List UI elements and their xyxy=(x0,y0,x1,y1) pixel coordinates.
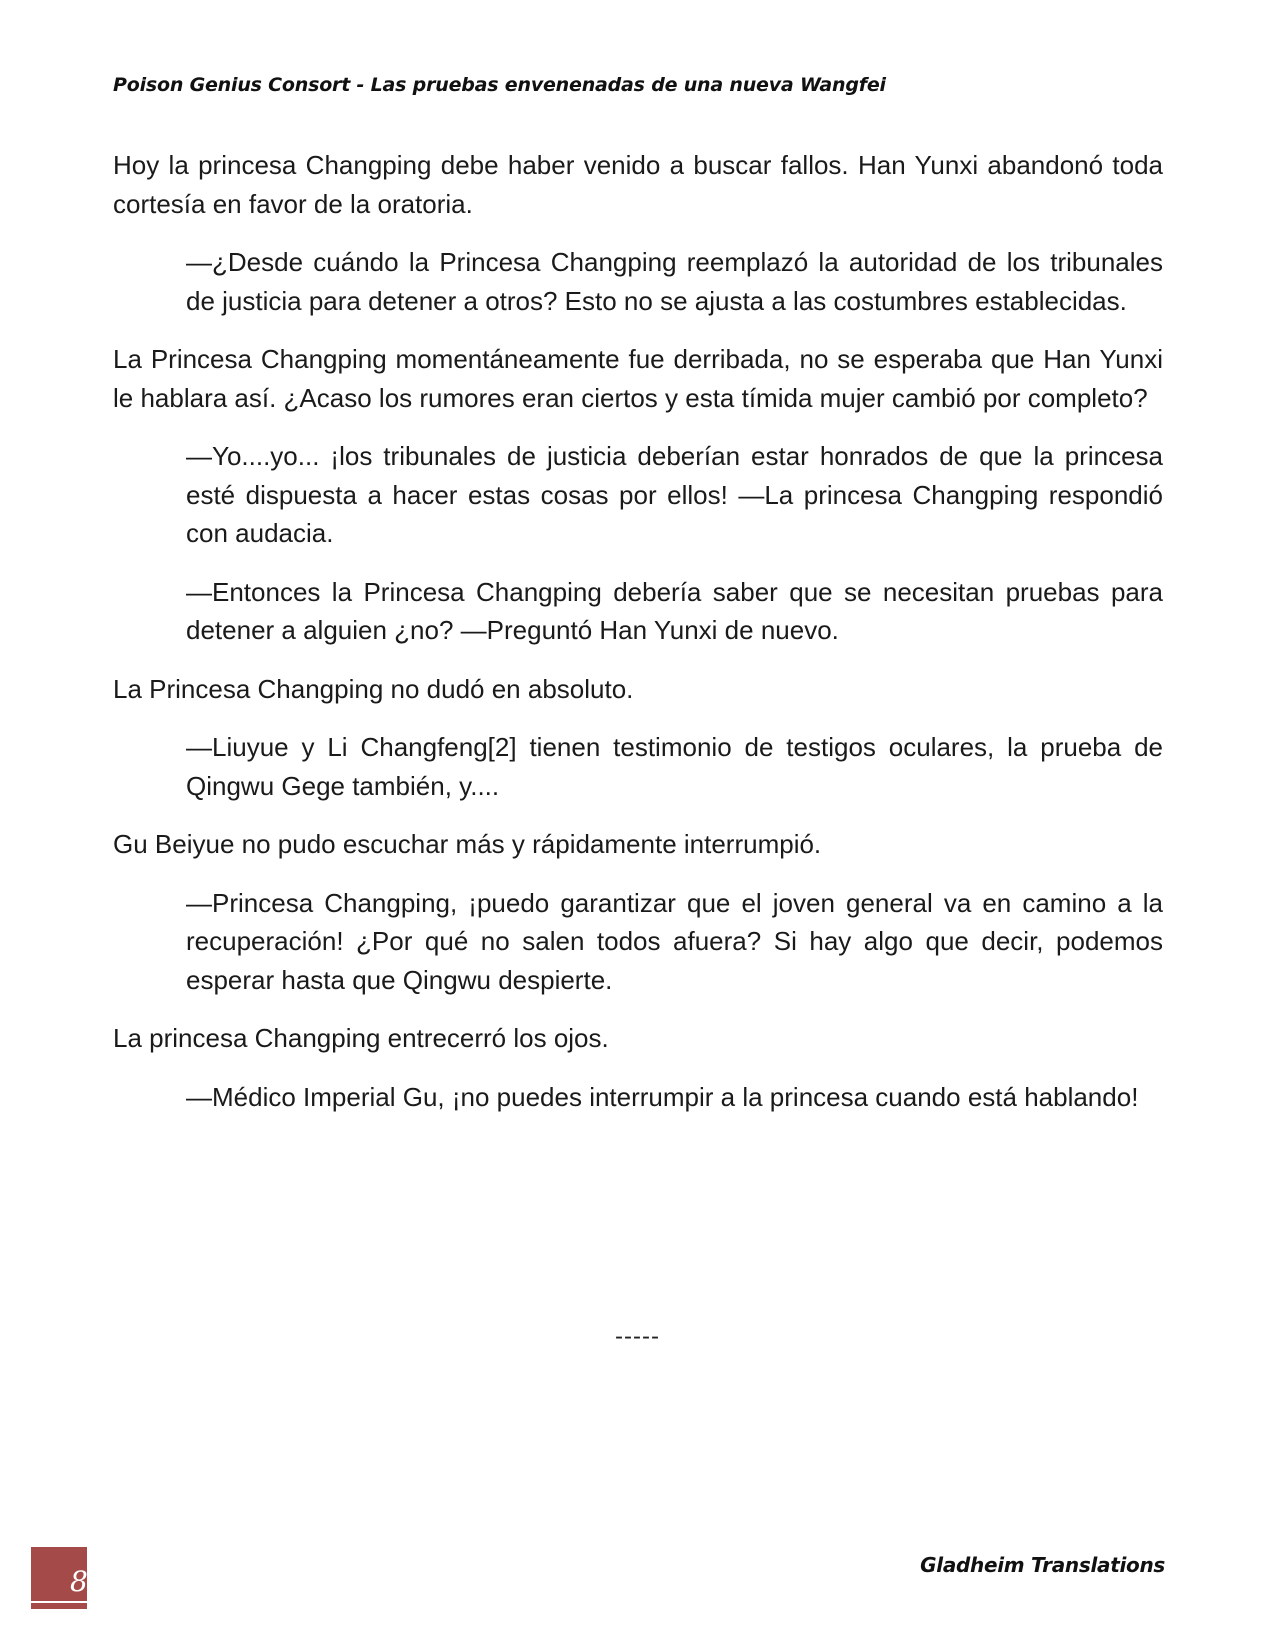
running-header-title: Poison Genius Consort - Las pruebas envenenadas de una nueva Wangfei xyxy=(113,74,886,96)
paragraph-narration: La Princesa Changping no dudó en absoluto. xyxy=(113,673,634,704)
paragraph-dialogue: —Liuyue y Li Changfeng[2] tienen testimonio de testigos oculares, la prueba de Qingwu Gege también, y.... xyxy=(186,732,1163,801)
page-number: 8 xyxy=(70,1565,88,1598)
paragraph-narration: La Princesa Changping momentáneamente fue derribada, no se esperaba que Han Yunxi le hablara así. ¿Acaso los rumores eran ciertos y esta tímida mujer cambió por completo? xyxy=(113,344,1163,413)
page-number-rule xyxy=(31,1601,87,1603)
paragraph-narration: Gu Beiyue no pudo escuchar más y rápidamente interrumpió. xyxy=(113,829,822,859)
paragraph-narration: Hoy la princesa Changping debe haber venido a buscar fallos. Han Yunxi abandonó toda cortesía en favor de la oratoria. xyxy=(113,150,1163,219)
footer-credit: Gladheim Translations xyxy=(920,1553,1165,1577)
paragraph-narration: La princesa Changping entrecerró los ojos. xyxy=(113,1023,609,1053)
paragraph-dialogue: —Princesa Changping, ¡puedo garantizar que el joven general va en camino a la recuperación! ¿Por qué no salen todos afuera? Si hay algo que decir, podemos esperar hasta que Qingwu despierte. xyxy=(186,887,1163,995)
paragraph-dialogue: —Entonces la Princesa Changping debería saber que se necesitan pruebas para detener a alguien ¿no? —Preguntó Han Yunxi de nuevo. xyxy=(186,576,1163,645)
section-separator: ----- xyxy=(615,1323,660,1350)
paragraph-dialogue: —Yo....yo... ¡los tribunales de justicia deberían estar honrados de que la princesa esté dispuesta a hacer estas cosas por ellos! —La princesa Changping respondió con audacia. xyxy=(186,441,1163,548)
document-body xyxy=(113,146,1163,1136)
paragraph-dialogue: —Médico Imperial Gu, ¡no puedes interrumpir a la princesa cuando está hablando! xyxy=(186,1081,1139,1112)
paragraph-dialogue: —¿Desde cuándo la Princesa Changping reemplazó la autoridad de los tribunales de justicia para detener a otros? Esto no se ajusta a las costumbres establecidas. xyxy=(186,247,1163,316)
